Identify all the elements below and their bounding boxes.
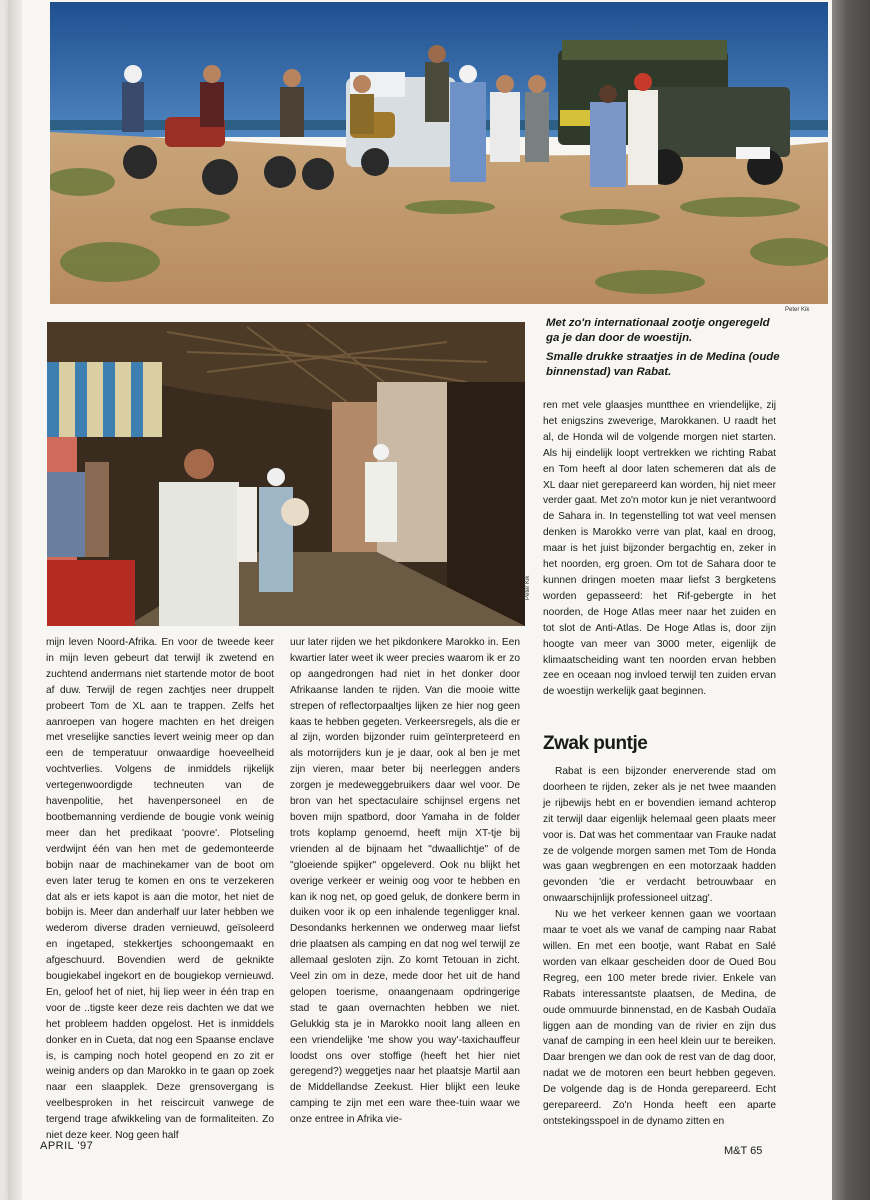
text-column-3-top bbox=[543, 398, 776, 700]
paragraph: Nu we het verkeer kennen gaan we voortaan maar te voet als we vanaf de camping naar Rabat willen. En met een bootje, want Rabat en Salé worden van elkaar gescheiden door de Oued Bou Regreg, een 100 meter brede rivier. Enkele van Rabats interessantste plaatsen, de Medina, de oude ommuurde binnenstad, en de Kasbah Oudaïa liggen aan de monding van de rivier en zijn dus vanaf de camping in een heel klein uur te bereiken. Daar brengen we dan ook de rest van de dag door, nadat we de motoren een beurt hebben gegeven. De volgende dag is de Honda gerepareerd. Echt gerepareerd. Zo'n Honda heeft een aparte ontstekingsspoel in de dynamo zitten en bbox=[543, 909, 776, 1127]
paragraph: ren met vele glaasjes muntthee en vriendelijke, zij het enigszins zweverige, Marokkanen. U raadt het al, de Honda wil de volgende morgen niet starten. Als hij eindelijk loopt vertrekken we richting Rabat en Tom heeft al door laten schemeren dat als de XL daar niet gerepareerd kan worden, hij niet meer verder gaat. Met zo'n motor kun je niet verantwoord de Sahara in. In tegenstelling tot wat veel mensen denken is Marokko verre van plat, kaal en droog, maar is het juist bijzonder bergachtig en, zeker in het noorden, erg groen. Om tot de Sahara door te kunnen dringen moeten maar liefst 3 bergketens worden gepasseerd: het Rif-gebergte in het noorden, de Hoge Atlas meer naar het zuiden en tot slot de Anti-Atlas. De Hoge Atlas is, door zijn hoogte van meer van 3000 meter, eigenlijk de klimaatscheiding want ten noorden ervan hebben zee en oceaan nog invloed terwijl ten zuiden ervan de woestijn werkelijk gaat beginnen. bbox=[543, 400, 776, 698]
text-column-2 bbox=[290, 635, 520, 1128]
paragraph: mijn leven Noord-Afrika. En voor de tweede keer in mijn leven gebeurt dat terwijl ik zwetend en zuchtend andermans niet startende motor de boot af duw. Terwijl de regen zachtjes neer druppelt probeert Tom de XL aan te trappen. Zelfs het aanroepen van hogere machten en het dreigen met vreselijke sancties levert weinig meer op dan een de temperatuur onwaardige hoeveelheid vochtverlies. Volgens de inmiddels rijkelijk vertegenwoordigde techneuten van de havenpolitie, het havenpersoneel en de bootbemanning verdiende de bougie vonk weinig meer dan het predikaat 'poovre'. Plotseling verdwijnt één van hen met de gedemonteerde bobijn naar de machinekamer van de boot om even later terug te komen en ons te verzekeren dat als er iets kapot is aan die motor, het niet de bobijn is. Meer dan anderhalf uur later hebben we wederom diverse draden vernieuwd, geïsoleerd en ingetaped, stekkertjes schoongemaakt en afgeschuurd. Bovendien werd de geknikte bougiekabel ingekort en de bougiekop vernieuwd. En, geloof het of niet, hij liep weer in één trap en voor de ..tigste keer deze reis dachten we dat we het probleem hadden opgelost. Het is inmiddels donker en in Cueta, dat nog een Spaanse enclave is, is camping noch hotel geopend en zo zit er weinig anders op dan Marokko in te gaan op zoek naar een slaapplek. Deze grensovergang is veelbesproken in het reiscircuit vanwege de tergend trage afwikkeling van de formaliteiten. Zo niet deze keer. Nog geen half bbox=[46, 637, 274, 1142]
section-heading: Zwak puntje bbox=[543, 733, 648, 754]
scanner-edge bbox=[832, 0, 870, 1200]
footer-page-number: M&T 65 bbox=[724, 1145, 763, 1157]
page-spine-shadow bbox=[8, 0, 22, 1200]
text-column-1 bbox=[46, 635, 274, 1144]
text-column-3-bottom bbox=[543, 764, 776, 1130]
paragraph: uur later rijden we het pikdonkere Marokko in. Een kwartier later weet ik weer precies waarom ik er zo op aangedrongen had niet in het donker door Afrikaanse landen te rijden. Van die mooie witte strepen of reflectorpaaltjes lijken ze hier nog geen kaas te hebben gegeten. Verkeersregels, als die er al zijn, worden bijzonder ruim geïnterpreteerd en als motorrijders kun je je daar, ook al ben je met zijn vieren, maar beter bij neerleggen anders zorgen je medeweggebruikers daar wel voor. De bron van het spectaculaire schijnsel ergens net boven mijn spatbord, door Yamaha in de folder trots koplamp genoemd, heeft mijn XT-tje bij vrienden al de bijnaam het "dwaallichtje" of de "gloeiende spijker" opgeleverd. Ook nu blijkt het overige verkeer er weinig oog voor te hebben en kan ik nog net, op goed geluk, de donkere berm in duiken voor ik op een inhalende tegenligger knal. Desondanks herkennen we onderweg maar liefst drie plaatsen als camping en dat nog wel terwijl ze allemaal gesloten zijn. Zo komt Tetouan in zicht. Veel zin om in deze, mede door het uit de hand gelopen toerisme, onaangenaam opdringerige stad te gaan overnachten hebben we niet. Gelukkig sta je in Marokko nooit lang alleen en een vriendelijke 'me show you way'-taxichauffeur loodst ons over stoffige (heeft het hier niet geregend?) weggetjes naar het plaatsje Martil aan de Middellandse Zeekust. Hier blijkt een leuke camping te zijn met een ware thee-tuin waar we onze entree in Afrika vie- bbox=[290, 637, 520, 1126]
caption-medina: Smalle drukke straatjes in de Medina (oude binnenstad) van Rabat. bbox=[546, 351, 780, 378]
photo-credit-top: Peter Kik bbox=[785, 307, 810, 313]
paragraph: Rabat is een bijzonder enerverende stad om doorheen te rijden, zeker als je net twee maanden je rijbewijs hebt en er bovendien iemand achterop zit terwijl daar eigenlijk helemaal geen plaats meer voor is. Dat was het commentaar van Frauke nadat ze de volgende morgen samen met Tom de Honda was gaan wegbrengen en een motorzaak hadden gevonden 'die er verdacht betrouwbaar en onwaarschijnlijk professioneel uitzag'. bbox=[543, 766, 776, 905]
photo-desert-group bbox=[50, 2, 828, 304]
photo-captions bbox=[546, 316, 786, 384]
photo-medina-street bbox=[47, 322, 525, 626]
caption-desert: Met zo'n internationaal zootje ongeregeld ga je dan door de woestijn. bbox=[546, 317, 770, 344]
photo-credit-mid: Peter Kik bbox=[525, 575, 531, 600]
footer-issue-date: APRIL '97 bbox=[40, 1140, 94, 1152]
